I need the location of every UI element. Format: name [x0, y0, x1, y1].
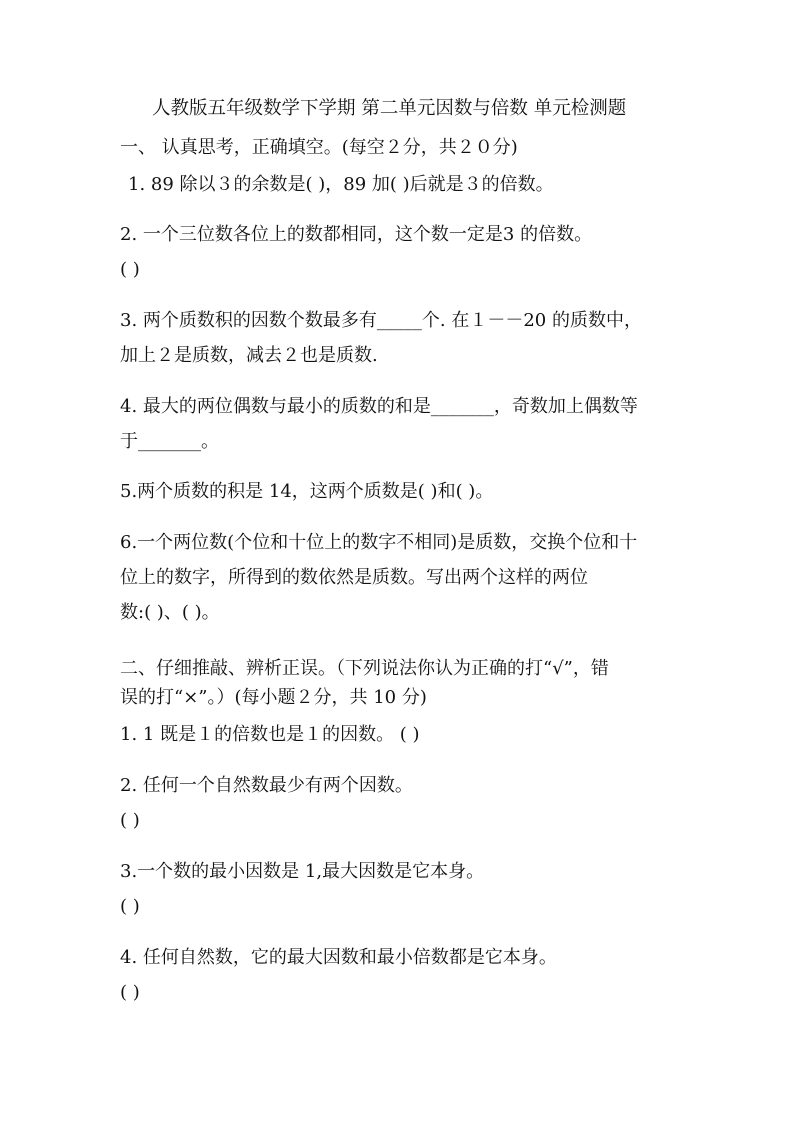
page-title: 人教版五年级数学下学期 第二单元因数与倍数 单元检测题 — [152, 98, 627, 119]
question-2-1: 1. 1 既是１的倍数也是１的因数。 ( ) — [120, 724, 420, 745]
question-2-2-text: 2. 任何一个自然数最少有两个因数。 — [120, 775, 413, 796]
question-1-1: 1. 89 除以３的余数是( )，89 加( )后就是３的倍数。 — [128, 174, 554, 195]
question-1-6-line-2: 位上的数字，所得到的数依然是质数。写出两个这样的两位 — [120, 567, 588, 588]
question-2-4-text: 4. 任何自然数，它的最大因数和最小倍数都是它本身。 — [120, 947, 557, 968]
section-2-heading-line-2: 误的打“×”。）(每小题２分，共 10 分) — [120, 687, 427, 708]
section-2-heading-line-1: 二、仔细推敲、辨析正误。（下列说法你认为正确的打“√”，错 — [120, 658, 609, 679]
question-1-5: 5.两个质数的积是 14，这两个质数是( )和( )。 — [120, 481, 494, 502]
question-1-4-line-2: 于_______。 — [120, 431, 219, 452]
question-1-2-text: 2. 一个三位数各位上的数都相同，这个数一定是3 的倍数。 — [120, 224, 593, 245]
question-1-3-line-1: 3. 两个质数积的因数个数最多有_____个. 在１－－20 的质数中， — [120, 310, 642, 331]
question-1-4-line-1: 4. 最大的两位偶数与最小的质数的和是_______，奇数加上偶数等 — [120, 396, 638, 417]
question-1-3-line-2: 加上２是质数，减去２也是质数. — [120, 345, 378, 366]
question-2-2-answer-blank: ( ) — [120, 810, 140, 831]
question-1-2-answer-blank: ( ) — [120, 259, 140, 280]
question-2-3-answer-blank: ( ) — [120, 896, 140, 917]
question-1-6-line-3: 数:( )、( )。 — [120, 602, 220, 623]
section-1-heading: 一、 认真思考，正确填空。(每空２分，共２０分) — [120, 137, 518, 158]
question-2-4-answer-blank: ( ) — [120, 982, 140, 1003]
question-2-3-text: 3.一个数的最小因数是 1,最大因数是它本身。 — [120, 861, 485, 882]
question-1-6-line-1: 6.一个两位数(个位和十位上的数字不相同)是质数，交换个位和十 — [120, 532, 638, 553]
